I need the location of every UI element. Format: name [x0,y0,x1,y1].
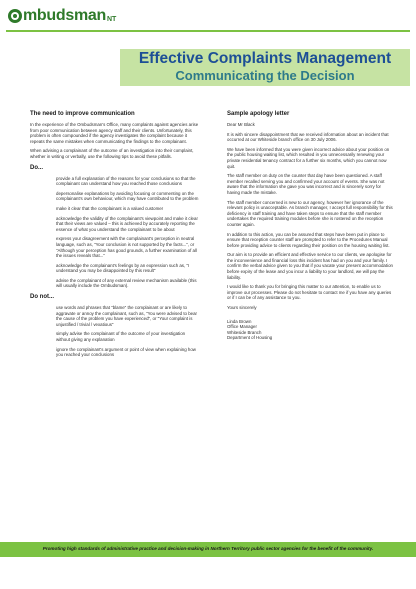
page-title: Effective Complaints Management [138,50,392,67]
page-subtitle: Communicating the Decision [175,68,355,83]
list-item: ignore the complainant's argument or point of view when explaining how you reached your conclusions [56,346,196,358]
do-not-heading: Do not... [30,294,54,301]
left-column [30,110,200,362]
intro-paragraph: When advising a complainant of the outcome of an investigation into their complaint, whether in writing or verbally, use the following tips to avoid these pitfalls. [30,148,194,159]
ombudsman-logo-icon [8,9,22,23]
do-list [30,176,200,290]
letter-paragraph: It is with sincere disappointment that we received information about an incident that occurred at our Whiteside branch office on 30 July 2006. [227,131,389,143]
ombudsman-logo [8,8,116,24]
letter-paragraph: The staff member concerned is new to our agency, however her ignorance of the relevant policy is unacceptable. As branch manager, I accept full responsibility for this deficiency in staff training and have taken steps to ensure that the staff member undertakes the required training modules before she is rostered on the reception counter again. [227,199,393,227]
do-heading: Do... [30,164,43,171]
top-divider [6,30,410,32]
letter-paragraph: We have been informed that you were given incorrect advice about your position on the public housing waiting list, which resulted in you unnecessarily renewing your private residential tenancy contract for a further six months, which you cannot now quit. [227,146,390,169]
communication-heading: The need to improve communication [30,111,135,117]
letter-paragraph: In addition to this action, you can be assured that steps have been put in place to ensure that reception counter staff are prompted to refer to the Procedures Manual before providing advice to clients regarding their position on the housing waiting list. [227,231,390,248]
signature-line: Linda Brown [227,318,252,324]
footer-text: Promoting high standards of administrative practice and decision-making in Northern Territory public sector agencies for the benefit of the community. [42,546,374,551]
list-item: provide a full explanation of the reasons for your conclusions so that the complainant can understand how you reached those conclusions [56,175,196,187]
list-item: depersonalise explanations by avoiding focusing or commenting on the complainant's own behaviour, which may have contributed to the problem [56,190,199,202]
logo-suffix: NT [106,15,117,23]
list-item: express your disagreement with the complainant's perception in neutral language, such as, "Your conclusion is not supported by the facts...", or "Although your perception has good grounds, a further examination of all the issues reveals that..." [56,236,197,259]
letter-signature [227,319,393,341]
letter-paragraph: I would like to thank you for bringing this matter to our attention, to enable us to improve our processes. Please do not hesitate to contact me if you have any queries or if I can be of any assistance to you. [227,284,392,301]
apology-letter-heading: Sample apology letter [227,111,290,117]
letter-paragraph: Our aim is to provide an efficient and effective service to our clients, we apologise for the inconvenience and financial loss this incident has had on you and your family. I confirm the verbal advice given to you that if you vacate your present accommodation before expiry of the lease and you incur a liability to your landlord, we will pay the liability. [227,252,393,280]
letter-closing: Yours sincerely [227,305,257,311]
signature-line: Office Manager [227,324,257,330]
signature-line: Department of Housing [227,335,273,341]
list-item: simply advise the complainant of the outcome of your investigation without giving any explanation [56,331,186,343]
right-column [227,110,393,341]
letter-paragraph: The staff member on duty on the counter that day have been questioned. A staff member recalled serving you and confirmed your account of events. She was not aware that the information she gave you was incorrect and is sincerely sorry for having made the mistake. [227,173,385,195]
logo-text: mbudsman [23,7,106,24]
list-item: acknowledge the complainant's feelings by an expression such as, "I understand you may be disappointed by this result" [56,262,190,274]
intro-paragraph: In the experience of the Ombudsman's Office, many complaints against agencies arise from poor communication between agency staff and their clients. Unfortunately, this problem is often compounded if the agency investigates the complaint because it repeats the same mistakes when communicating the findings to the complainant. [30,122,199,144]
list-item: acknowledge the validity of the complainant's viewpoint and make it clear that their views are valued – this is achieved by accurately reporting the essence of what you understand the complainant to be about [56,215,198,232]
list-item: make it clear that the complainant is a valued customer [56,205,164,211]
list-item: use words and phrases that "blame" the complainant or are likely to aggravate or annoy the complainant, such as, "You were advised to bear the cause of the problem you have experienced", or "Your complaint is unjustified / trivial / vexatious" [56,305,198,327]
letter-salutation: Dear Mr Black [227,122,255,127]
signature-line: Whiteside Branch [227,329,262,335]
do-not-list [30,305,200,358]
list-item: advise the complainant of any external review mechanism available (this will usually include the Ombudsman). [56,277,197,289]
